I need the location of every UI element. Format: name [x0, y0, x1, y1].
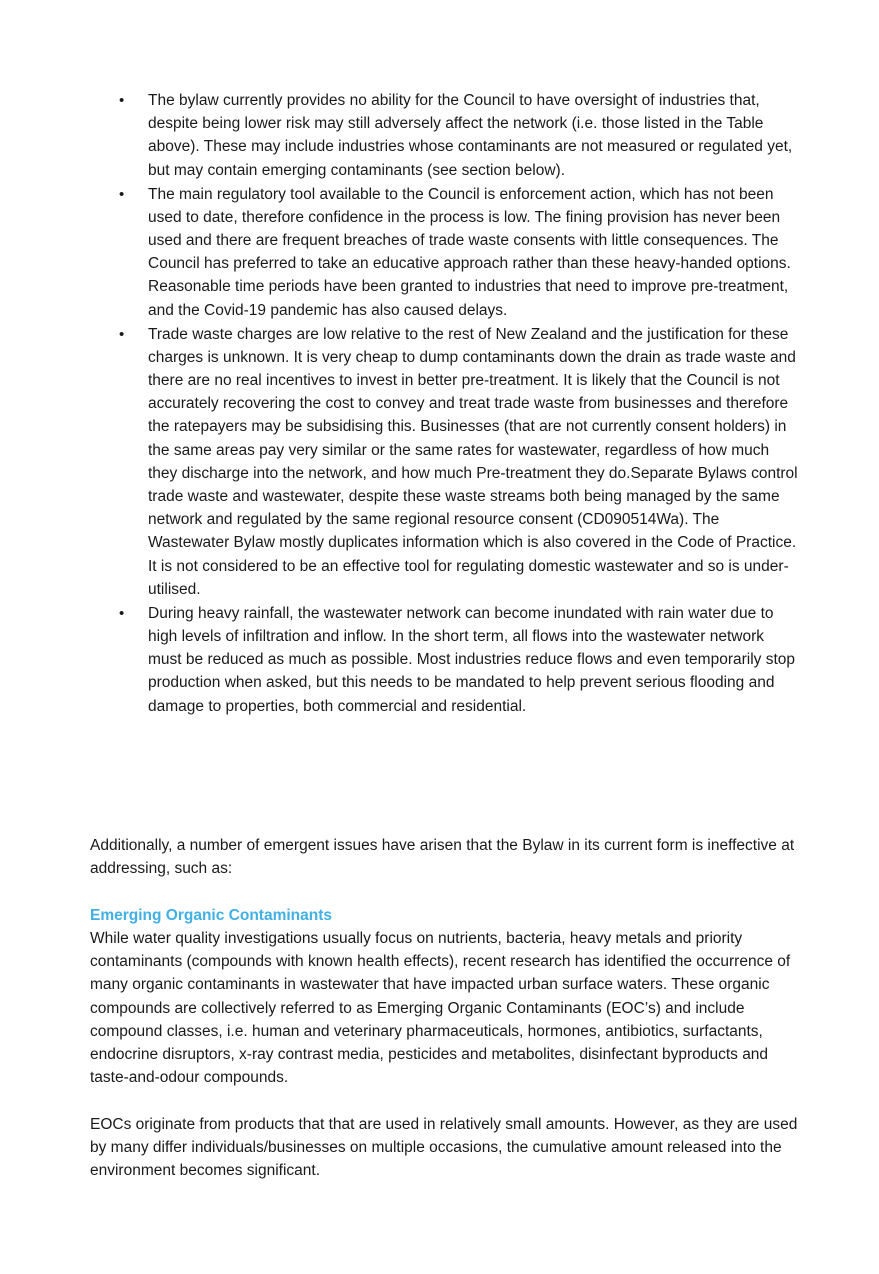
bullet-icon: •	[119, 92, 125, 109]
bullet-text: Trade waste charges are low relative to the rest of New Zealand and the justification for these charges is unknown. It is very cheap to dump contaminants down the drain as trade waste and there are no real incentives to invest in better pre-treatment. It is likely that the Council is not accurately recovering the cost to convey and treat trade waste from businesses and therefore the ratepayers may be subsidising this. Businesses (that are not currently consent holders) in the same areas pay very similar or the same rates for wastewater, regardless of how much they discharge into the network, and how much Pre-treatment they do.Separate Bylaws control trade waste and wastewater, despite these waste streams both being managed by the same network and regulated by the same regional resource consent (CD090514Wa). The Wastewater Bylaw mostly duplicates information which is also covered in the Code of Practice. It is not considered to be an effective tool for regulating domestic wastewater and so is under-utilised.	[148, 325, 798, 598]
bullet-text: During heavy rainfall, the wastewater network can become inundated with rain water due to high levels of infiltration and inflow. In the short term, all flows into the wastewater network must be reduced as much as possible. Most industries reduce flows and even temporarily stop production when asked, but this needs to be mandated to help prevent serious flooding and damage to properties, both commercial and residential.	[148, 604, 796, 715]
bullet-text: The main regulatory tool available to the Council is enforcement action, which has not been used to date, therefore confidence in the process is low. The fining provision has never been used and there are frequent breaches of trade waste consents with little consequences. The Council has preferred to take an educative approach rather than these heavy-handed options. Reasonable time periods have been granted to industries that need to improve pre-treatment, and the Covid-19 pandemic has also caused delays.	[148, 185, 791, 319]
issues-bullet-list	[90, 89, 800, 719]
list-item	[90, 323, 800, 601]
eoc-description-paragraph: While water quality investigations usually focus on nutrients, bacteria, heavy metals and priority contaminants (compounds with known health effects), recent research has identified the occurrence of many organic contaminants in wastewater that have impacted urban surface waters. These organic compounds are collectively referred to as Emerging Organic Contaminants (EOC’s) and include compound classes, i.e. human and veterinary pharmaceuticals, hormones, antibiotics, surfactants, endocrine disruptors, x-ray contrast media, pesticides and metabolites, disinfectant byproducts and taste-and-odour compounds.	[90, 930, 791, 1087]
bullet-text: The bylaw currently provides no ability for the Council to have oversight of industries that, despite being lower risk may still adversely affect the network (i.e. those listed in the Table above). These may include industries whose contaminants are not measured or regulated yet, but may contain emerging contaminants (see section below).	[148, 92, 793, 179]
additional-issues-paragraph: Additionally, a number of emergent issues have arisen that the Bylaw in its current form is ineffective at addressing, such as:	[90, 837, 795, 878]
bullet-icon: •	[119, 185, 125, 203]
list-item	[90, 183, 800, 322]
bullet-icon: •	[119, 325, 125, 343]
list-item	[90, 89, 800, 182]
list-item	[90, 602, 800, 718]
eoc-origin-paragraph: EOCs originate from products that that are used in relatively small amounts. However, as they are used by many differ individuals/businesses on multiple occasions, the cumulative amount released into the environment becomes significant.	[90, 1116, 798, 1180]
bullet-icon: •	[119, 604, 125, 622]
section-heading: Emerging Organic Contaminants	[90, 907, 333, 924]
